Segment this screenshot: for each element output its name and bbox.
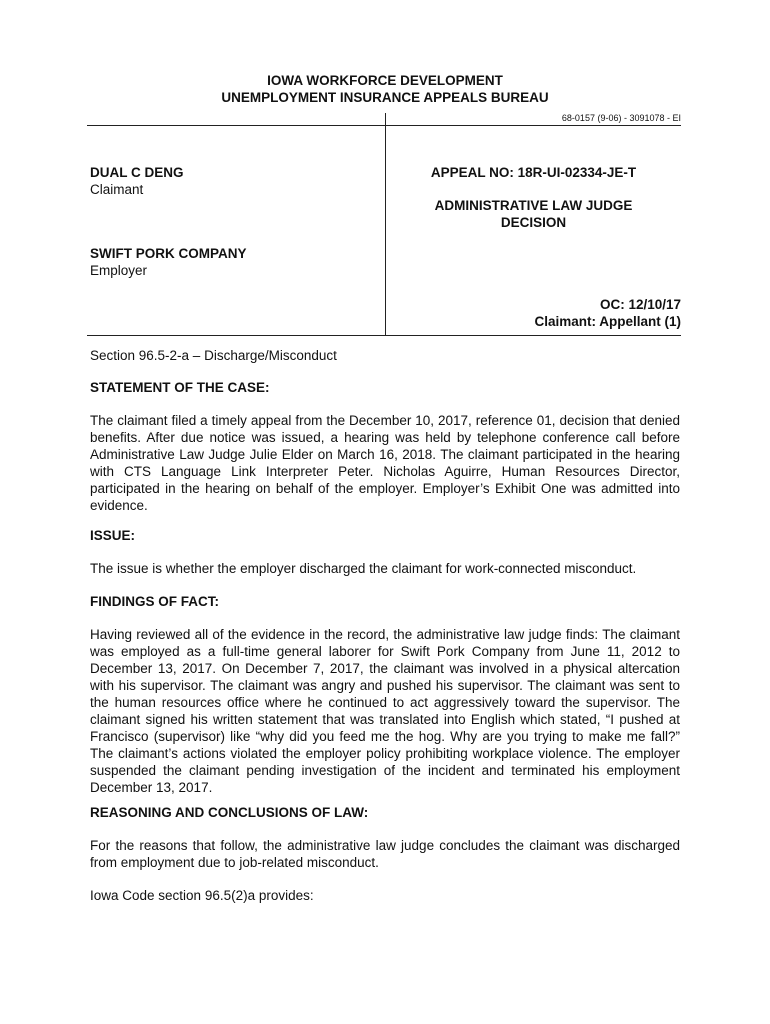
reasoning-text: For the reasons that follow, the administrative law judge concludes the claimant was discharged from employment due to job-related misconduct. <box>90 838 680 870</box>
decision-title-line2: DECISION <box>500 215 567 230</box>
issue-heading: ISSUE: <box>90 528 136 543</box>
claimant-status: Claimant: Appellant (1) <box>534 314 681 329</box>
claimant-name: DUAL C DENG <box>90 165 184 180</box>
appeal-number: APPEAL NO: 18R-UI-02334-JE-T <box>430 165 637 180</box>
section-reference: Section 96.5-2-a – Discharge/Misconduct <box>90 348 337 363</box>
header-divider <box>87 125 681 126</box>
employer-name: SWIFT PORK COMPANY <box>90 246 247 261</box>
findings-text: Having reviewed all of the evidence in the record, the administrative law judge finds: The claimant was employed as a full-time general laborer for Swift Pork Company from June 11, 2012 to December 13, 2017. On December 7, 2017, the claimant was involved in a physical altercation with his supervisor. The claimant was angry and pushed his supervisor. The claimant was sent to the human resources office where he continued to act aggressively toward the supervisor. The claimant signed his written statement that was translated into English which stated, “I pushed at Francisco (supervisor) like “why did you feed me the hog. Why are you trying to make me fall?” The claimant’s actions violated the employer policy prohibiting workplace violence. The employer suspended the claimant pending investigation of the incident and terminated his employment December 13, 2017. <box>90 627 680 795</box>
agency-title: IOWA WORKFORCE DEVELOPMENT <box>267 73 503 88</box>
decision-title <box>386 197 681 231</box>
issue-text: The issue is whether the employer discharged the claimant for work-connected misconduct. <box>90 561 637 576</box>
oc-date-block <box>386 296 681 330</box>
employer-label: Employer <box>90 263 148 278</box>
findings-heading: FINDINGS OF FACT: <box>90 594 219 609</box>
statement-text: The claimant filed a timely appeal from the December 10, 2017, reference 01, decision that denied benefits. After due notice was issued, a hearing was held by telephone conference call before Administrative Law Judge Julie Elder on March 16, 2018. The claimant participated in the hearing with CTS Language Link Interpreter Peter. Nicholas Aguirre, Human Resources Director, participated in the hearing on behalf of the employer. Employer’s Exhibit One was admitted into evidence. <box>90 413 680 513</box>
oc-date: OC: 12/10/17 <box>599 297 681 312</box>
caption-divider <box>87 335 681 336</box>
reasoning-heading: REASONING AND CONCLUSIONS OF LAW: <box>90 805 369 820</box>
decision-title-line1: ADMINISTRATIVE LAW JUDGE <box>434 198 633 213</box>
statement-heading: STATEMENT OF THE CASE: <box>90 380 270 395</box>
bureau-title: UNEMPLOYMENT INSURANCE APPEALS BUREAU <box>221 90 549 105</box>
claimant-label: Claimant <box>90 182 144 197</box>
code-citation: Iowa Code section 96.5(2)a provides: <box>90 888 314 903</box>
form-number: 68-0157 (9-06) - 3091078 - EI <box>561 113 681 123</box>
